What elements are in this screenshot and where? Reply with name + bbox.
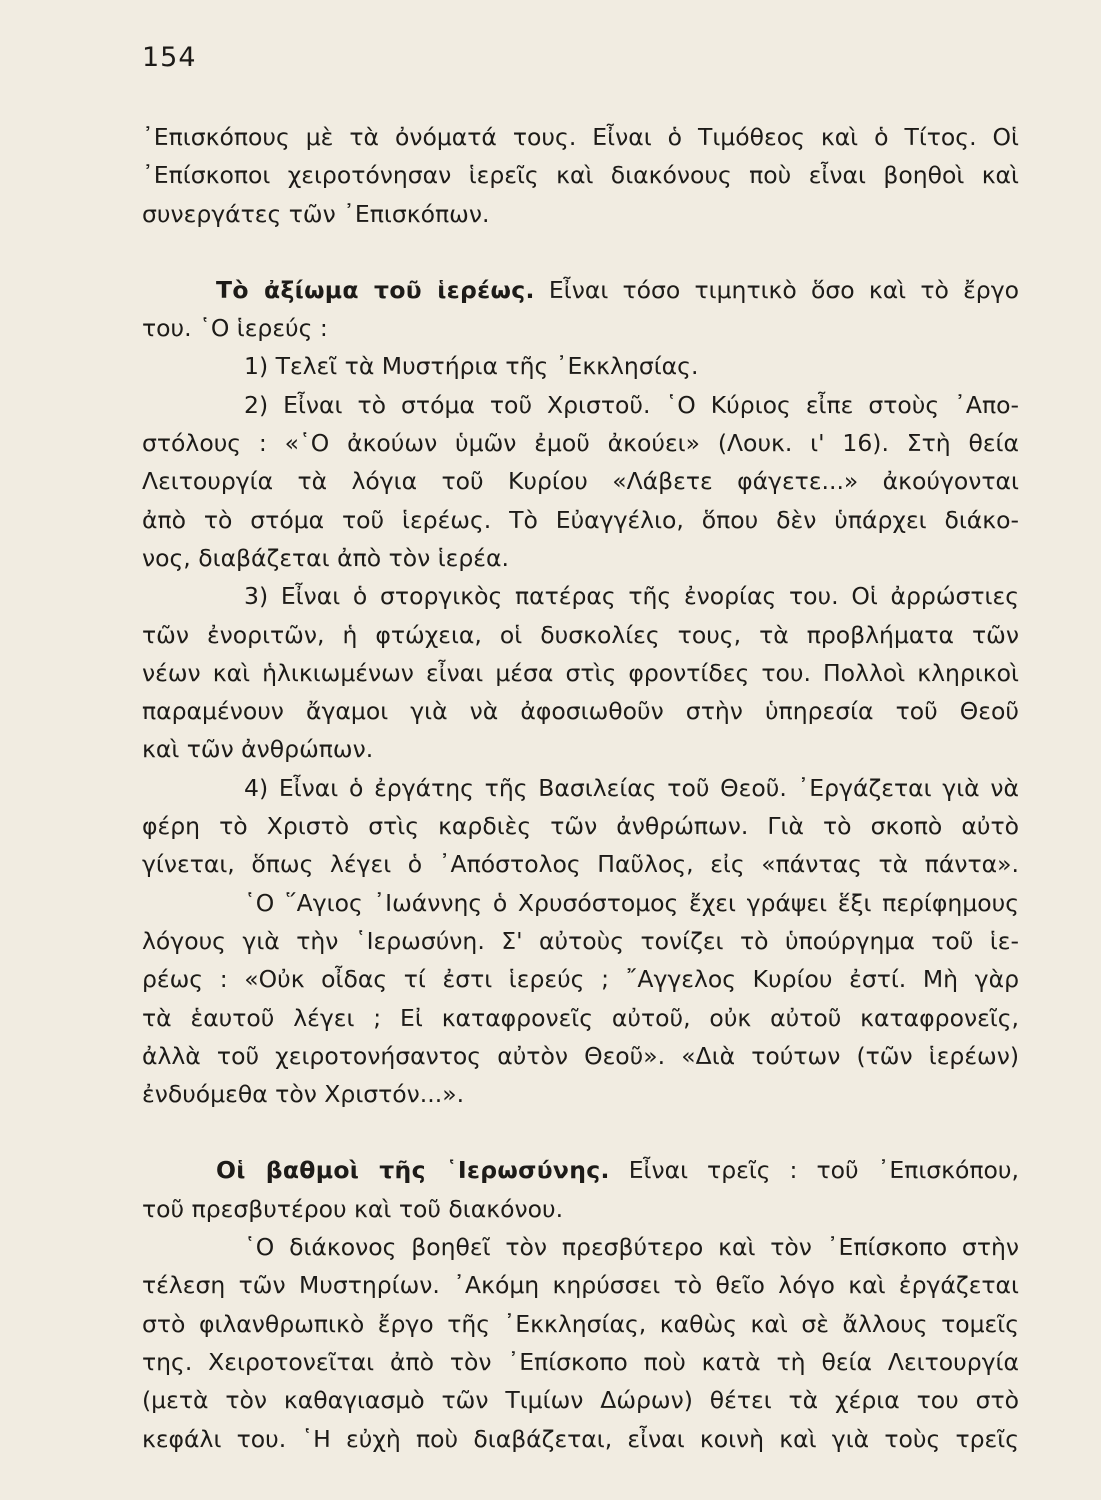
text-line: τοῦ πρεσβυτέρου καὶ τοῦ διακόνου. — [142, 1194, 564, 1223]
text-line: νος, διαβάζεται ἀπὸ τὸν ἱερέα. — [142, 543, 509, 572]
section-heading: Τὸ ἀξίωμα τοῦ ἱερέως. — [216, 275, 535, 304]
text-line: φέρη τὸ Χριστὸ στὶς καρδιὲς τῶν ἀνθρώπων. Γιὰ τὸ σκοπὸ αὐτὸ — [142, 812, 1019, 841]
text-line: (μετὰ τὸν καθαγιασμὸ τῶν Τιμίων Δώρων) θέτει τὰ χέρια του στὸ — [142, 1386, 1019, 1415]
text-line: καὶ τῶν ἀνθρώπων. — [142, 735, 374, 764]
section-heading: Οἱ βαθμοὶ τῆς ῾Ιερωσύνης. — [216, 1156, 610, 1185]
section-heading-text: Εἶναι τρεῖς : τοῦ ᾿Επισκόπου, — [609, 1156, 1019, 1185]
text-line: κεφάλι του. ῾Η εὐχὴ ποὺ διαβάζεται, εἶναι κοινὴ καὶ γιὰ τοὺς τρεῖς — [142, 1424, 1019, 1453]
section-heading-line — [142, 1151, 1019, 1189]
text-line: τὰ ἑαυτοῦ λέγει ; Εἰ καταφρονεῖς αὐτοῦ, οὐκ αὐτοῦ καταφρονεῖς, — [142, 1003, 1019, 1032]
text-line: της. Χειροτονεῖται ἀπὸ τὸν ᾿Επίσκοπο ποὺ κατὰ τὴ θεία Λειτουργία — [142, 1347, 1019, 1376]
text-line: Λειτουργία τὰ λόγια τοῦ Κυρίου «Λάβετε φάγετε...» ἀκούγονται — [142, 467, 1019, 496]
text-line: συνεργάτες τῶν ᾿Επισκόπων. — [142, 199, 490, 228]
section-heading-text: Εἶναι τόσο τιμητικὸ ὅσο καὶ τὸ ἔργο — [534, 275, 1019, 304]
text-line: ἀλλὰ τοῦ χειροτονήσαντος αὐτὸν Θεοῦ». «Διὰ τούτων (τῶν ἱερέων) — [142, 1041, 1019, 1070]
text-line: ᾿Επισκόπους μὲ τὰ ὀνόματά τους. Εἶναι ὁ Τιμόθεος καὶ ὁ Τίτος. Οἱ — [142, 123, 1019, 151]
text-line: τέλεση τῶν Μυστηρίων. ᾿Ακόμη κηρύσσει τὸ θεῖο λόγο καὶ ἐργάζεται — [142, 1271, 1019, 1300]
text-line: ἀπὸ τὸ στόμα τοῦ ἱερέως. Τὸ Εὐαγγέλιο, ὅπου δὲν ὑπάρχει διάκο- — [142, 505, 1019, 534]
text-line: ῾Ο διάκονος βοηθεῖ τὸν πρεσβύτερο καὶ τὸν ᾿Επίσκοπο στὴν — [244, 1233, 1019, 1262]
section-heading-line — [142, 271, 1019, 309]
text-line: ῾Ο ῞Αγιος ᾿Ιωάννης ὁ Χρυσόστομος ἔχει γράψει ἕξι περίφημους — [244, 888, 1019, 917]
text-line: ρέως : «Οὐκ οἶδας τί ἐστι ἱερεύς ; ῎Αγγελος Κυρίου ἐστί. Μὴ γὰρ — [142, 965, 1019, 994]
list-item: 1) Τελεῖ τὰ Μυστήρια τῆς ᾿Εκκλησίας. — [244, 352, 699, 381]
text-line: γίνεται, ὅπως λέγει ὁ ᾿Απόστολος Παῦλος, εἰς «πάντας τὰ πάντα». — [142, 850, 1019, 879]
list-item: 4) Εἶναι ὁ ἐργάτης τῆς Βασιλείας τοῦ Θεοῦ. ᾿Εργάζεται γιὰ νὰ — [244, 773, 1019, 802]
text-line: λόγους γιὰ τὴν ῾Ιερωσύνη. Σ' αὐτοὺς τονίζει τὸ ὑπούργημα τοῦ ἱε- — [142, 926, 1019, 955]
text-line: στὸ φιλανθρωπικὸ ἔργο τῆς ᾿Εκκλησίας, καθὼς καὶ σὲ ἄλλους τομεῖς — [142, 1309, 1019, 1338]
body-text — [142, 118, 1019, 1458]
text-line: του. ῾Ο ἱερεύς : — [142, 314, 328, 343]
text-line: νέων καὶ ἡλικιωμένων εἶναι μέσα στὶς φροντίδες του. Πολλοὶ κληρικοὶ — [142, 658, 1019, 687]
text-line: στόλους : «῾Ο ἀκούων ὑμῶν ἐμοῦ ἀκούει» (Λουκ. ι' 16). Στὴ θεία — [142, 429, 1019, 458]
list-item: 3) Εἶναι ὁ στοργικὸς πατέρας τῆς ἐνορίας του. Οἱ ἀρρώστιες — [244, 582, 1019, 611]
page-number: 154 — [142, 42, 197, 73]
text-line: ᾿Επίσκοποι χειροτόνησαν ἱερεῖς καὶ διακόνους ποὺ εἶναι βοηθοὶ καὶ — [142, 161, 1019, 190]
text-line: παραμένουν ἄγαμοι γιὰ νὰ ἀφοσιωθοῦν στὴν ὑπηρεσία τοῦ Θεοῦ — [142, 697, 1019, 726]
text-line: ἐνδυόμεθα τὸν Χριστόν...». — [142, 1080, 465, 1109]
list-item: 2) Εἶναι τὸ στόμα τοῦ Χριστοῦ. ῾Ο Κύριος εἶπε στοὺς ᾿Απο- — [244, 390, 1019, 419]
text-line: τῶν ἐνοριτῶν, ἡ φτώχεια, οἱ δυσκολίες τους, τὰ προβλήματα τῶν — [142, 620, 1019, 649]
